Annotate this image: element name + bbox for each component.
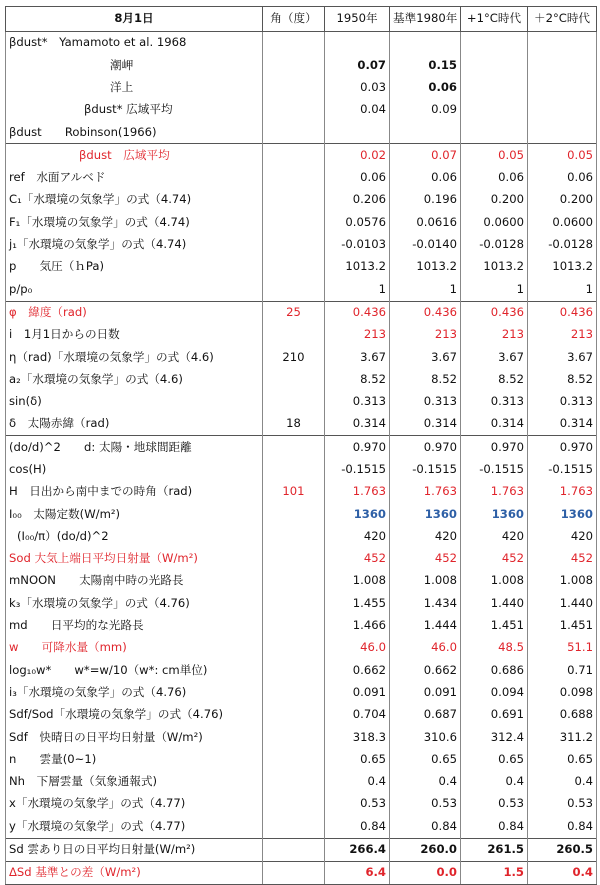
row-value: 0.436 <box>390 301 461 324</box>
row-value: 0.091 <box>390 682 461 704</box>
header-row <box>6 7 597 32</box>
row-value: 0.0616 <box>390 211 461 233</box>
row-angle <box>263 256 325 278</box>
row-label: Sod 大気上端日平均日射量（W/m²) <box>6 548 263 570</box>
row-value: 0.686 <box>461 659 528 681</box>
header-1980: 基準1980年 <box>390 7 461 32</box>
row-value: 452 <box>461 548 528 570</box>
row-value: 0.65 <box>461 749 528 771</box>
header-1950: 1950年 <box>325 7 390 32</box>
row-angle <box>263 459 325 481</box>
row-value: 0.4 <box>528 771 597 793</box>
row-value: 0.05 <box>461 144 528 167</box>
row-value: 1.444 <box>390 615 461 637</box>
table-row <box>6 278 597 301</box>
row-value <box>528 32 597 55</box>
row-value: 1.434 <box>390 592 461 614</box>
table-row <box>6 391 597 413</box>
row-value: 260.0 <box>390 838 461 861</box>
row-value: 310.6 <box>390 726 461 748</box>
row-value: 0.704 <box>325 704 390 726</box>
row-value: 0.206 <box>325 189 390 211</box>
table-row <box>6 861 597 884</box>
row-angle <box>263 211 325 233</box>
table-row <box>6 659 597 681</box>
row-value: 1.008 <box>528 570 597 592</box>
row-value: 1.466 <box>325 615 390 637</box>
row-angle <box>263 704 325 726</box>
row-value: 420 <box>461 526 528 548</box>
row-value: 0.314 <box>528 413 597 436</box>
row-value: 1.440 <box>461 592 528 614</box>
row-value: 420 <box>390 526 461 548</box>
row-label: a₂「水環境の気象学」の式（4.6) <box>6 368 263 390</box>
row-value: -0.0128 <box>461 234 528 256</box>
row-label: βdust Robinson(1966) <box>6 121 263 144</box>
row-value: 0.313 <box>325 391 390 413</box>
row-angle <box>263 99 325 121</box>
row-label: cos(H) <box>6 459 263 481</box>
table-row <box>6 548 597 570</box>
row-value: 3.67 <box>390 346 461 368</box>
row-value: 0.04 <box>325 99 390 121</box>
row-value: 1360 <box>528 503 597 525</box>
row-value: 6.4 <box>325 861 390 884</box>
row-label: ref 水面アルベド <box>6 167 263 189</box>
row-value <box>461 77 528 99</box>
row-value: 0.15 <box>390 54 461 76</box>
row-value: 0.53 <box>528 793 597 815</box>
row-value: 0.0 <box>390 861 461 884</box>
row-value: 1360 <box>390 503 461 525</box>
row-angle <box>263 592 325 614</box>
row-label: φ 緯度（rad) <box>6 301 263 324</box>
row-label: n 雲量(0~1) <box>6 749 263 771</box>
row-angle <box>263 749 325 771</box>
table-row <box>6 682 597 704</box>
row-value: 0.314 <box>325 413 390 436</box>
row-value: 0.4 <box>325 771 390 793</box>
row-angle <box>263 548 325 570</box>
table-row <box>6 570 597 592</box>
row-angle <box>263 391 325 413</box>
row-angle <box>263 368 325 390</box>
row-value: 452 <box>528 548 597 570</box>
solar-radiation-table <box>5 6 597 885</box>
table-row <box>6 503 597 525</box>
table-row <box>6 771 597 793</box>
row-value: 46.0 <box>390 637 461 659</box>
row-angle <box>263 726 325 748</box>
row-value: 0.07 <box>390 144 461 167</box>
table-row <box>6 211 597 233</box>
row-value: 0.65 <box>528 749 597 771</box>
table-row <box>6 637 597 659</box>
row-angle <box>263 815 325 838</box>
row-value: 0.662 <box>390 659 461 681</box>
table-row <box>6 54 597 76</box>
table-row <box>6 368 597 390</box>
row-value: 1 <box>528 278 597 301</box>
table-row <box>6 256 597 278</box>
row-value: 3.67 <box>528 346 597 368</box>
row-value: 0.65 <box>390 749 461 771</box>
data-table-container <box>5 6 596 880</box>
row-angle <box>263 861 325 884</box>
row-value: 8.52 <box>528 368 597 390</box>
row-angle: 101 <box>263 481 325 503</box>
row-value: -0.1515 <box>325 459 390 481</box>
row-value: 0.098 <box>528 682 597 704</box>
row-value: 0.313 <box>461 391 528 413</box>
table-row <box>6 749 597 771</box>
row-value <box>390 32 461 55</box>
row-value: 0.200 <box>461 189 528 211</box>
row-value: 311.2 <box>528 726 597 748</box>
row-value: 1.763 <box>528 481 597 503</box>
row-value: -0.0128 <box>528 234 597 256</box>
row-value: 0.313 <box>390 391 461 413</box>
row-angle <box>263 771 325 793</box>
row-value: 0.65 <box>325 749 390 771</box>
row-value: 1.5 <box>461 861 528 884</box>
row-value: 261.5 <box>461 838 528 861</box>
row-label: I₀₀ 太陽定数(W/m²) <box>6 503 263 525</box>
row-value: 0.436 <box>325 301 390 324</box>
row-value: 0.05 <box>528 144 597 167</box>
row-value: 0.688 <box>528 704 597 726</box>
row-angle <box>263 436 325 459</box>
row-value: 0.84 <box>528 815 597 838</box>
row-value: 420 <box>528 526 597 548</box>
table-row <box>6 726 597 748</box>
row-value: 1.451 <box>528 615 597 637</box>
row-value: 0.06 <box>325 167 390 189</box>
row-value: 8.52 <box>325 368 390 390</box>
row-angle: 25 <box>263 301 325 324</box>
row-value: 0.71 <box>528 659 597 681</box>
table-row <box>6 459 597 481</box>
row-value: 0.06 <box>390 167 461 189</box>
row-angle <box>263 234 325 256</box>
row-value: 1.763 <box>461 481 528 503</box>
row-value <box>528 77 597 99</box>
row-value: 48.5 <box>461 637 528 659</box>
row-label: Nh 下層雲量（気象通報式) <box>6 771 263 793</box>
row-value: 8.52 <box>461 368 528 390</box>
row-label: ΔSd 基準との差（W/m²) <box>6 861 263 884</box>
table-row <box>6 436 597 459</box>
row-value: 213 <box>461 324 528 346</box>
row-value <box>528 99 597 121</box>
row-value: 0.53 <box>461 793 528 815</box>
row-value: 0.314 <box>390 413 461 436</box>
row-value: 0.687 <box>390 704 461 726</box>
row-angle <box>263 32 325 55</box>
row-value: 312.4 <box>461 726 528 748</box>
row-value: 1.763 <box>390 481 461 503</box>
row-value: 0.53 <box>390 793 461 815</box>
row-angle <box>263 189 325 211</box>
row-value: 260.5 <box>528 838 597 861</box>
row-value: -0.1515 <box>390 459 461 481</box>
row-angle <box>263 144 325 167</box>
row-value: 0.09 <box>390 99 461 121</box>
table-row <box>6 121 597 144</box>
table-row <box>6 32 597 55</box>
row-label: w 可降水量（mm) <box>6 637 263 659</box>
header-plus2c: ＋2°C時代 <box>528 7 597 32</box>
row-angle <box>263 54 325 76</box>
row-angle <box>263 615 325 637</box>
row-label: k₃「水環境の気象学」の式（4.76) <box>6 592 263 614</box>
row-value: 0.84 <box>461 815 528 838</box>
row-value: 452 <box>325 548 390 570</box>
row-value: 3.67 <box>325 346 390 368</box>
row-label: C₁「水環境の気象学」の式（4.74) <box>6 189 263 211</box>
table-row <box>6 99 597 121</box>
row-value: -0.0140 <box>390 234 461 256</box>
table-row <box>6 793 597 815</box>
row-value: 1.451 <box>461 615 528 637</box>
row-value: 213 <box>390 324 461 346</box>
row-value: 0.970 <box>390 436 461 459</box>
row-value: 0.06 <box>461 167 528 189</box>
table-row <box>6 704 597 726</box>
row-label: Sd 雲あり日の日平均日射量(W/m²) <box>6 838 263 861</box>
row-label: 潮岬 <box>6 54 263 76</box>
row-value: 0.06 <box>528 167 597 189</box>
row-angle: 210 <box>263 346 325 368</box>
row-value: 266.4 <box>325 838 390 861</box>
row-label: y「水環境の気象学」の式（4.77) <box>6 815 263 838</box>
row-value <box>325 32 390 55</box>
row-value: 1.008 <box>461 570 528 592</box>
row-label: βdust 広域平均 <box>6 144 263 167</box>
row-value: 0.196 <box>390 189 461 211</box>
row-angle <box>263 526 325 548</box>
row-value: 0.07 <box>325 54 390 76</box>
row-label: η（rad)「水環境の気象学」の式（4.6) <box>6 346 263 368</box>
row-value: 0.313 <box>528 391 597 413</box>
row-value: 0.0600 <box>461 211 528 233</box>
row-label: (do/d)^2 d: 太陽・地球間距離 <box>6 436 263 459</box>
table-row <box>6 481 597 503</box>
row-value: 1360 <box>325 503 390 525</box>
row-value: 0.0576 <box>325 211 390 233</box>
row-label: sin(δ) <box>6 391 263 413</box>
row-value: 1013.2 <box>528 256 597 278</box>
row-value: 1.008 <box>325 570 390 592</box>
table-row <box>6 189 597 211</box>
row-label: Sdf 快晴日の日平均日射量（W/m²) <box>6 726 263 748</box>
row-label: F₁「水環境の気象学」の式（4.74) <box>6 211 263 233</box>
row-value: 1013.2 <box>461 256 528 278</box>
row-value: 1 <box>390 278 461 301</box>
row-value <box>461 32 528 55</box>
row-angle <box>263 77 325 99</box>
row-value: -0.1515 <box>528 459 597 481</box>
table-row <box>6 301 597 324</box>
row-label: mNOON 太陽南中時の光路長 <box>6 570 263 592</box>
row-value: 0.200 <box>528 189 597 211</box>
row-value: 0.02 <box>325 144 390 167</box>
row-label: H 日出から南中までの時角（rad) <box>6 481 263 503</box>
row-value: 0.436 <box>461 301 528 324</box>
row-value: -0.0103 <box>325 234 390 256</box>
row-value: 1.440 <box>528 592 597 614</box>
row-value: 1.008 <box>390 570 461 592</box>
row-label: i 1月1日からの日数 <box>6 324 263 346</box>
row-angle: 18 <box>263 413 325 436</box>
row-label: md 日平均的な光路長 <box>6 615 263 637</box>
row-label: δ 太陽赤緯（rad) <box>6 413 263 436</box>
row-value: 0.314 <box>461 413 528 436</box>
table-row <box>6 234 597 256</box>
row-angle <box>263 278 325 301</box>
header-plus1c: +1°C時代 <box>461 7 528 32</box>
row-value: 3.67 <box>461 346 528 368</box>
row-angle <box>263 838 325 861</box>
row-label: Sdf/Sod「水環境の気象学」の式（4.76) <box>6 704 263 726</box>
row-value: 420 <box>325 526 390 548</box>
table-row <box>6 592 597 614</box>
row-value: 0.970 <box>325 436 390 459</box>
row-value: 0.84 <box>390 815 461 838</box>
row-value <box>528 121 597 144</box>
row-value: 213 <box>528 324 597 346</box>
row-value <box>461 54 528 76</box>
row-label: i₃「水環境の気象学」の式（4.76) <box>6 682 263 704</box>
row-angle <box>263 682 325 704</box>
row-value: 0.4 <box>390 771 461 793</box>
table-row <box>6 615 597 637</box>
row-value: 51.1 <box>528 637 597 659</box>
row-label: log₁₀w* w*=w/10（w*: cm単位) <box>6 659 263 681</box>
row-label: βdust* 広域平均 <box>6 99 263 121</box>
row-angle <box>263 793 325 815</box>
row-value: 0.03 <box>325 77 390 99</box>
row-value: 0.06 <box>390 77 461 99</box>
row-label: p/p₀ <box>6 278 263 301</box>
row-value: 0.4 <box>528 861 597 884</box>
table-row <box>6 413 597 436</box>
row-angle <box>263 324 325 346</box>
table-row <box>6 324 597 346</box>
table-row <box>6 77 597 99</box>
row-value: 1 <box>325 278 390 301</box>
row-value: 1360 <box>461 503 528 525</box>
row-value: 452 <box>390 548 461 570</box>
row-value <box>461 99 528 121</box>
row-value: 0.970 <box>528 436 597 459</box>
row-value: 1013.2 <box>390 256 461 278</box>
row-angle <box>263 121 325 144</box>
row-value: 1.455 <box>325 592 390 614</box>
row-value <box>461 121 528 144</box>
header-angle: 角（度） <box>263 7 325 32</box>
row-angle <box>263 637 325 659</box>
row-value: 1013.2 <box>325 256 390 278</box>
row-value <box>325 121 390 144</box>
row-value: 1 <box>461 278 528 301</box>
row-value: -0.1515 <box>461 459 528 481</box>
table-row <box>6 167 597 189</box>
row-angle <box>263 570 325 592</box>
row-value: 0.091 <box>325 682 390 704</box>
row-value: 0.691 <box>461 704 528 726</box>
row-label: (I₀₀/π）(do/d)^2 <box>6 526 263 548</box>
row-value: 1.763 <box>325 481 390 503</box>
row-label: x「水環境の気象学」の式（4.77) <box>6 793 263 815</box>
row-value: 0.436 <box>528 301 597 324</box>
row-value: 0.53 <box>325 793 390 815</box>
row-value: 0.4 <box>461 771 528 793</box>
row-angle <box>263 659 325 681</box>
row-value <box>390 121 461 144</box>
row-value: 46.0 <box>325 637 390 659</box>
table-row <box>6 838 597 861</box>
row-angle <box>263 167 325 189</box>
row-value: 0.84 <box>325 815 390 838</box>
table-row <box>6 144 597 167</box>
row-value: 0.094 <box>461 682 528 704</box>
table-row <box>6 526 597 548</box>
row-label: p 気圧（ｈPa) <box>6 256 263 278</box>
row-value <box>528 54 597 76</box>
row-value: 0.0600 <box>528 211 597 233</box>
row-value: 8.52 <box>390 368 461 390</box>
row-value: 318.3 <box>325 726 390 748</box>
row-label: 洋上 <box>6 77 263 99</box>
row-angle <box>263 503 325 525</box>
row-value: 0.970 <box>461 436 528 459</box>
row-label: βdust* Yamamoto et al. 1968 <box>6 32 263 55</box>
row-value: 0.662 <box>325 659 390 681</box>
table-row <box>6 815 597 838</box>
header-date: 8月1日 <box>6 7 263 32</box>
row-value: 213 <box>325 324 390 346</box>
row-label: j₁「水環境の気象学」の式（4.74) <box>6 234 263 256</box>
table-row <box>6 346 597 368</box>
